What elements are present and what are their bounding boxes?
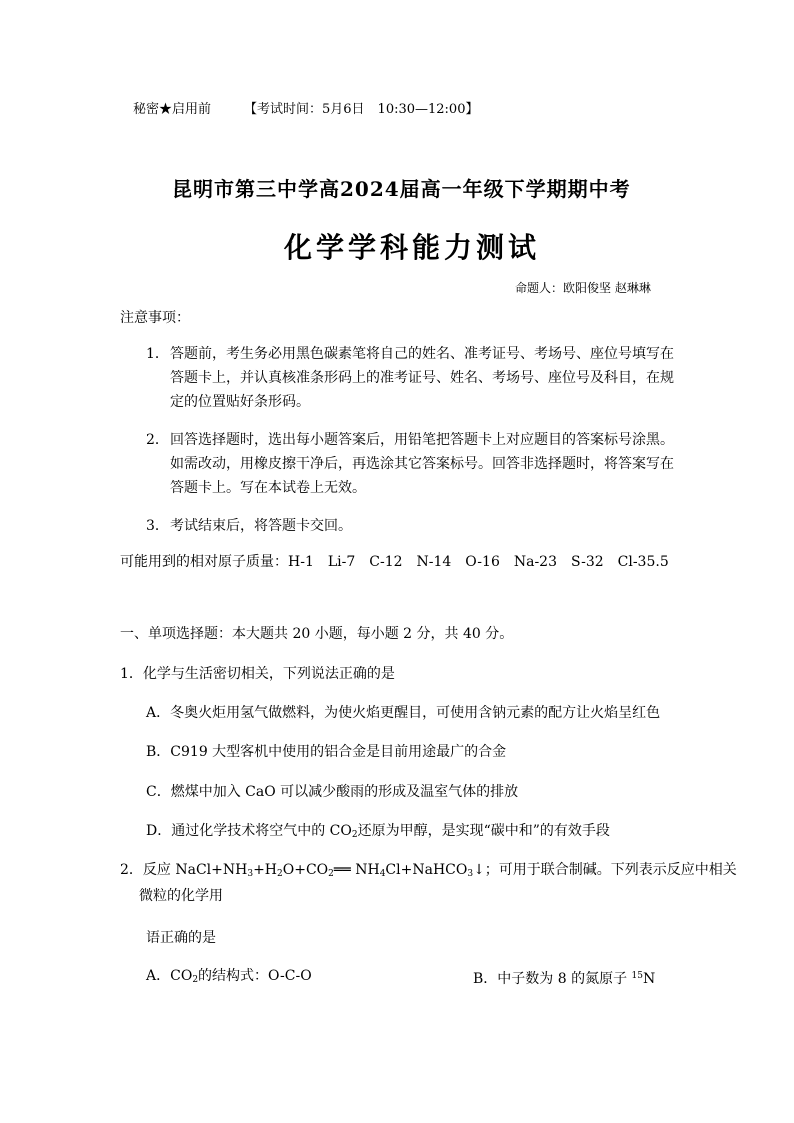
question-2-stem-line3: 语正确的是 <box>146 930 216 946</box>
question-2-option-a: A．$CO_2$的结构式：O-C-O <box>146 968 312 985</box>
notice-line: 答题卡上，并认真核准条形码上的准考证号、姓名、考场号、座位号及科目，在规 <box>170 370 674 386</box>
authors: 命题人：欧阳俊坚 赵琳琳 <box>515 281 651 295</box>
exam-title: 昆明市第三中学高2024届高一年级下学期期中考 <box>172 177 631 201</box>
question-1-option-b: B．C919 大型客机中使用的铝合金是目前用途最广的合金 <box>146 744 507 760</box>
question-2-option-b: B．中子数为 8 的氮原子 $^{15}$N <box>473 971 656 987</box>
section-heading: 一、单项选择题：本大题共 20 小题，每小题 2 分，共 40 分。 <box>120 626 514 642</box>
notice-line: 答题卡上。写在本试卷上无效。 <box>170 480 366 496</box>
question-2-stem-line2: 微粒的化学用 <box>139 888 223 904</box>
notice-line: 如需改动，用橡皮擦干净后，再选涂其它答案标号。回答非选择题时，将答案写在 <box>170 456 674 472</box>
question-1-option-a: A．冬奥火炬用氢气做燃料，为使火焰更醒目，可使用含钠元素的配方让火焰呈红色 <box>146 705 661 721</box>
notice-line: 回答选择题时，选出每小题答案后，用铅笔把答题卡上对应题目的答案标号涂黑。 <box>170 432 674 448</box>
atomic-masses: 可能用到的相对原子质量：H-1 Li-7 C-12 N-14 O-16 Na-23 S-32 Cl-35.5 <box>120 554 669 570</box>
question-2-stem: 2．反应 $NaCl+NH_3+H_2O+CO_2══$ $NH_4Cl+NaHCO_3↓$；可用于联合制碱。下列表示反应中相关 <box>120 862 737 879</box>
notice-heading: 注意事项： <box>120 310 190 326</box>
notice-number: 3． <box>146 518 169 534</box>
notice-line: 考试结束后，将答题卡交回。 <box>170 518 352 534</box>
notice-line: 答题前，考生务必用黑色碳素笔将自己的姓名、准考证号、考场号、座位号填写在 <box>170 346 674 362</box>
question-1-option-d: D．通过化学技术将空气中的 $CO_2$还原为甲醇，是实现“碳中和”的有效手段 <box>146 823 610 840</box>
confidential-mark: 秘密★启用前 <box>133 102 212 117</box>
question-1-stem: 1．化学与生活密切相关，下列说法正确的是 <box>120 666 395 682</box>
notice-number: 2． <box>146 432 169 448</box>
notice-number: 1． <box>146 346 169 362</box>
subject-title: 化学学科能力测试 <box>284 231 541 264</box>
question-1-option-c: C．燃煤中加入 CaO 可以减少酸雨的形成及温室气体的排放 <box>146 784 519 800</box>
notice-line: 定的位置贴好条形码。 <box>170 394 310 410</box>
exam-time: 【考试时间：5月6日 10:30—12:00】 <box>244 102 479 117</box>
